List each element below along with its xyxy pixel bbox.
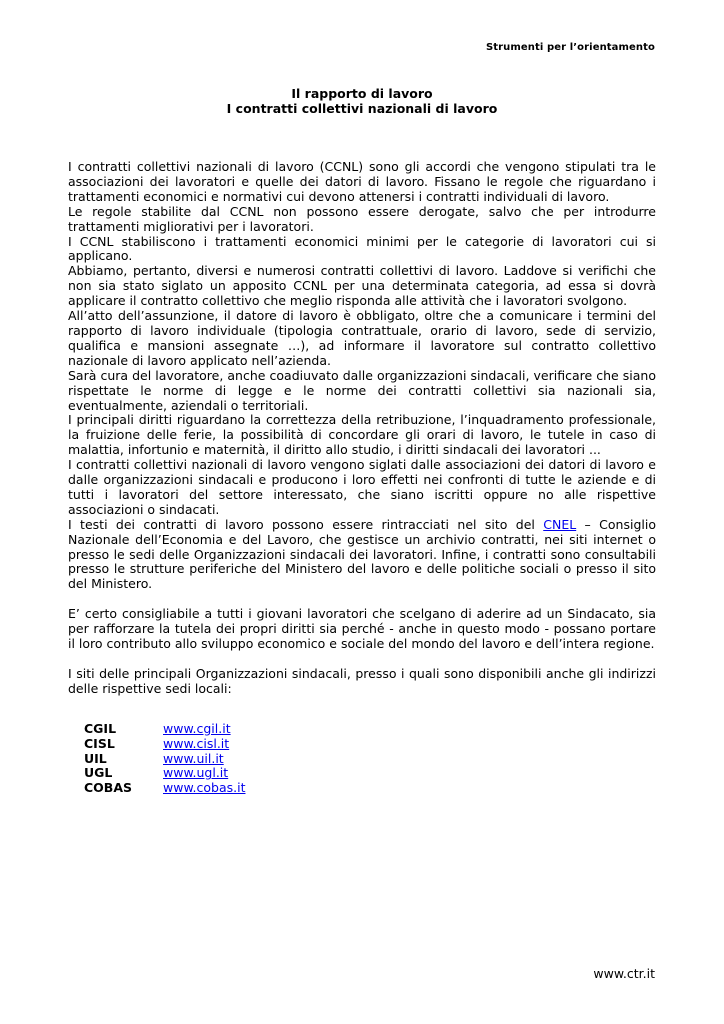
union-link-uil[interactable]: www.uil.it [163,750,224,766]
union-row-uil [84,752,245,767]
title-line-2: I contratti collettivi nazionali di lavoro [226,101,498,116]
union-row-ugl [84,766,245,781]
union-name: CISL [84,735,115,751]
paragraph-3: I CCNL stabiliscono i trattamenti economici minimi per le categorie di lavoratori cui si applicano. [68,233,656,264]
title-line-1: Il rapporto di lavoro [291,86,433,101]
union-row-cobas [84,781,245,796]
cnel-link[interactable]: CNEL [543,516,577,532]
paragraph-9-after: – Consiglio Nazionale dell’Economia e del Lavoro, che gestisce un archivio contratti, nei siti internet o presso le sedi delle Organizzazioni sindacali dei lavoratori. Infine, i contratti sono consultabili presso le strutture periferiche del Ministero del lavoro e delle politiche sociali o presso il sito del Ministero. [68,516,656,592]
header-note: Strumenti per l’orientamento [485,42,655,53]
union-list [84,722,245,796]
union-name: UIL [84,750,107,766]
union-row-cisl [84,737,245,752]
paragraph-7: I principali diritti riguardano la correttezza della retribuzione, l’inquadramento professionale, la fruizione delle ferie, la possibilità di concordare gli orari di lavoro, le tutele in caso di malattia, infortunio e maternità, il diritto allo studio, i diritti sindacali dei lavoratori ... [68,412,656,458]
union-link-cisl[interactable]: www.cisl.it [163,735,230,751]
union-link-cgil[interactable]: www.cgil.it [163,721,231,736]
paragraph-8: I contratti collettivi nazionali di lavoro vengono siglati dalle associazioni dei datori di lavoro e dalle organizzazioni sindacali e producono i loro effetti nei confronti di tutte le aziende e di tutti i lavoratori del settore interessato, che siano iscritti oppure no alle rispettive associazioni o sindacati. [68,457,656,517]
paragraph-9-before: I testi dei contratti di lavoro possono essere rintracciati nel sito del [68,516,544,532]
document-body [68,160,656,697]
footer-site: www.ctr.it [593,966,655,981]
union-link-cobas[interactable]: www.cobas.it [163,780,246,796]
paragraph-11: I siti delle principali Organizzazioni sindacali, presso i quali sono disponibili anche gli indirizzi delle rispettive sedi locali: [68,666,656,696]
paragraph-4: Abbiamo, pertanto, diversi e numerosi contratti collettivi di lavoro. Laddove si verifichi che non sia stato siglato un apposito CCNL per una determinata categoria, ad essa si dovrà applicare il contratto collettivo che meglio risponda alle attività che i lavoratori svolgono. [68,263,656,309]
paragraph-1: I contratti collettivi nazionali di lavoro (CCNL) sono gli accordi che vengono stipulati tra le associazioni dei lavoratori e quelle dei datori di lavoro. Fissano le regole che riguardano i trattamenti economici e normativi cui devono attenersi i contratti individuali di lavoro. [68,159,656,204]
paragraph-6: Sarà cura del lavoratore, anche coadiuvato dalle organizzazioni sindacali, verificare che siano rispettate le norme di legge e le norme dei contratti collettivi sia nazionali sia, eventualmente, aziendali o territoriali. [68,367,656,413]
page-title [0,86,724,116]
union-name: COBAS [84,780,133,796]
paragraph-2: Le regole stabilite dal CCNL non possono essere derogate, salvo che per introdurre trattamenti migliorativi per i lavoratori. [68,203,656,234]
union-link-ugl[interactable]: www.ugl.it [163,765,229,781]
union-row-cgil [84,722,245,737]
paragraph-10: E’ certo consigliabile a tutti i giovani lavoratori che scelgano di aderire ad un Sindacato, sia per rafforzare la tutela dei propri diritti sia perché - anche in questo modo - possano portare il loro contributo allo sviluppo economico e sociale del mondo del lavoro e dell’intera regione. [68,606,656,652]
paragraph-5: All’atto dell’assunzione, il datore di lavoro è obbligato, oltre che a comunicare i termini del rapporto di lavoro individuale (tipologia contrattuale, orario di lavoro, sede di servizio, qualifica e mansioni assegnate …), ad informare il lavoratore sul contratto collettivo nazionale di lavoro applicato nell’azienda. [68,308,656,368]
union-name: UGL [84,765,113,781]
union-name: CGIL [84,721,117,736]
paragraph-9 [68,518,656,593]
